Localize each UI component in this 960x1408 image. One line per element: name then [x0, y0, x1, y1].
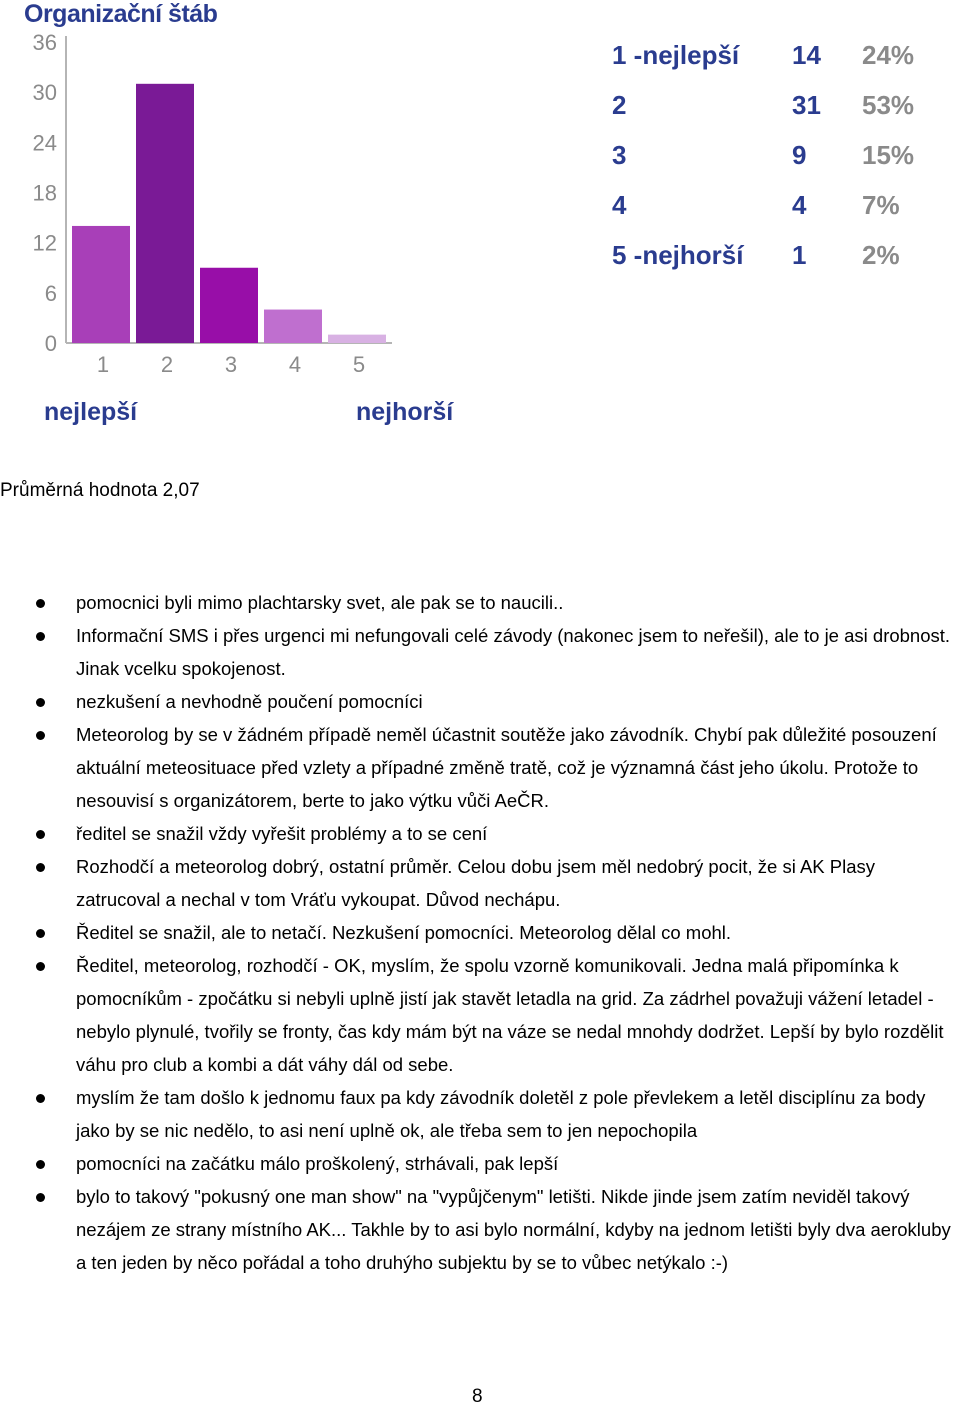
chart-title: Organizační štáb: [24, 0, 218, 28]
x-tick-label: 4: [288, 352, 302, 377]
y-tick-label: 24: [32, 130, 57, 156]
comments-list: [30, 586, 960, 1279]
comment-item: [30, 949, 960, 1081]
y-tick-label: 12: [32, 230, 57, 256]
bullet-icon: [36, 632, 45, 641]
y-tick-label: 30: [32, 80, 57, 106]
summary-row: [612, 230, 942, 280]
bar-5: [328, 335, 386, 343]
y-tick-label: 18: [32, 180, 57, 206]
comment-item: [30, 1081, 960, 1147]
summary-row: [612, 30, 942, 80]
summary-count: 4: [792, 189, 807, 220]
summary-label: 2: [612, 89, 627, 120]
comment-text: Informační SMS i přes urgenci mi nefungovali celé závody (nakonec jsem to neřešil), ale to je asi drobnost. Jinak vcelku spokojenost.: [76, 625, 951, 679]
comment-item: [30, 685, 960, 718]
summary-row: [612, 80, 942, 130]
bullet-icon: [36, 1160, 45, 1169]
comment-item: [30, 1147, 960, 1180]
summary-percent: 53%: [862, 89, 915, 120]
page-number: 8: [472, 1386, 483, 1407]
summary-count: 31: [792, 89, 821, 120]
bar-1: [72, 226, 130, 343]
comment-text: Meteorolog by se v žádném případě neměl účastnit soutěže jako závodník. Chybí pak důležité posouzení aktuální meteosituace před vzlety a případné změně tratě, což je významná část jeho úkolu. Protože to nesouvisí s organizátorem, berte to jako výtku vůči AeČR.: [76, 724, 937, 811]
bullet-icon: [36, 830, 45, 839]
summary-count: 14: [792, 39, 821, 70]
bar-2: [136, 84, 194, 343]
summary-row: [612, 180, 942, 230]
y-tick-label: 0: [44, 331, 57, 356]
summary-percent: 15%: [862, 139, 915, 170]
comment-text: ředitel se snažil vždy vyřešit problémy a to se cení: [76, 823, 488, 844]
bullet-icon: [36, 698, 45, 707]
comment-text: Ředitel se snažil, ale to netačí. Nezkušení pomocníci. Meteorolog dělal co mohl.: [76, 922, 732, 943]
bullet-icon: [36, 863, 45, 872]
comment-text: bylo to takový "pokusný one man show" na "vypůjčenym" letišti. Nikde jinde jsem zatím neviděl takový nezájem ze strany místního AK... Takhle by to asi bylo normální, kdyby na jednom letišti byly dva aerokluby a ten jeden by něco pořádal a toho druhýho subjektu by se to vůbec netýkalo :-): [76, 1186, 951, 1273]
comment-item: [30, 817, 960, 850]
bullet-icon: [36, 599, 45, 608]
bullet-icon: [36, 1193, 45, 1202]
bullet-icon: [36, 1094, 45, 1103]
summary-label: 5 -nejhorší: [612, 239, 744, 270]
x-anchor-worst-label: nejhorší: [356, 398, 454, 426]
comment-item: [30, 586, 960, 619]
x-anchor-best-label: nejlepší: [44, 398, 138, 426]
y-tick-label: 6: [44, 280, 57, 306]
summary-table: [612, 30, 942, 280]
x-tick-label: 3: [224, 352, 238, 377]
x-tick-label: 2: [160, 352, 174, 377]
summary-label: 1 -nejlepší: [612, 39, 740, 70]
comment-item: [30, 916, 960, 949]
summary-count: 9: [792, 139, 807, 170]
summary-percent: 7%: [862, 189, 900, 220]
bar-4: [264, 310, 322, 343]
summary-count: 1: [792, 239, 807, 270]
summary-row: [612, 130, 942, 180]
bullet-icon: [36, 929, 45, 938]
comment-text: Rozhodčí a meteorolog dobrý, ostatní průměr. Celou dobu jsem měl nedobrý pocit, že si AK Plasy zatrucoval a nechal v tom Vráťu vykoupat. Důvod nechápu.: [76, 856, 875, 910]
comment-text: Ředitel, meteorolog, rozhodčí - OK, myslím, že spolu vzorně komunikovali. Jedna malá připomínka k pomocníkům - zpočátku si nebyli uplně jistí jak stavět letadla na grid. Za zádrhel považuji vážení letadel - nebylo plynulé, tvořily se fronty, čas kdy mám být na váze se nedal mnohdy dodržet. Lepší by bylo rozdělit váhu pro club a kombi a dát váhy dál od sebe.: [76, 955, 944, 1075]
summary-label: 3: [612, 139, 627, 170]
comment-text: nezkušení a nevhodně poučení pomocníci: [76, 691, 423, 712]
comment-item: [30, 718, 960, 817]
bullet-icon: [36, 962, 45, 971]
comment-item: [30, 1180, 960, 1279]
bar-chart-svg: [0, 0, 600, 400]
y-tick-label: 36: [32, 30, 57, 55]
average-value: Průměrná hodnota 2,07: [0, 480, 200, 501]
summary-percent: 24%: [862, 39, 915, 70]
x-tick-label: 5: [352, 352, 366, 377]
comment-text: pomocnici byli mimo plachtarsky svet, ale pak se to naucili..: [76, 592, 564, 613]
comment-text: pomocníci na začátku málo proškolený, strhávali, pak lepší: [76, 1153, 559, 1174]
x-tick-label: 1: [96, 352, 110, 377]
comment-item: [30, 850, 960, 916]
bar-3: [200, 268, 258, 343]
summary-label: 4: [612, 189, 627, 220]
summary-percent: 2%: [862, 239, 900, 270]
bullet-icon: [36, 731, 45, 740]
rating-chart: [0, 0, 960, 440]
comment-item: [30, 619, 960, 685]
comment-text: myslím že tam došlo k jednomu faux pa kdy závodník doletěl z pole převlekem a letěl disciplínu za body jako by se nic nedělo, to asi není uplně ok, ale třeba sem to jen nepochopila: [76, 1087, 926, 1141]
